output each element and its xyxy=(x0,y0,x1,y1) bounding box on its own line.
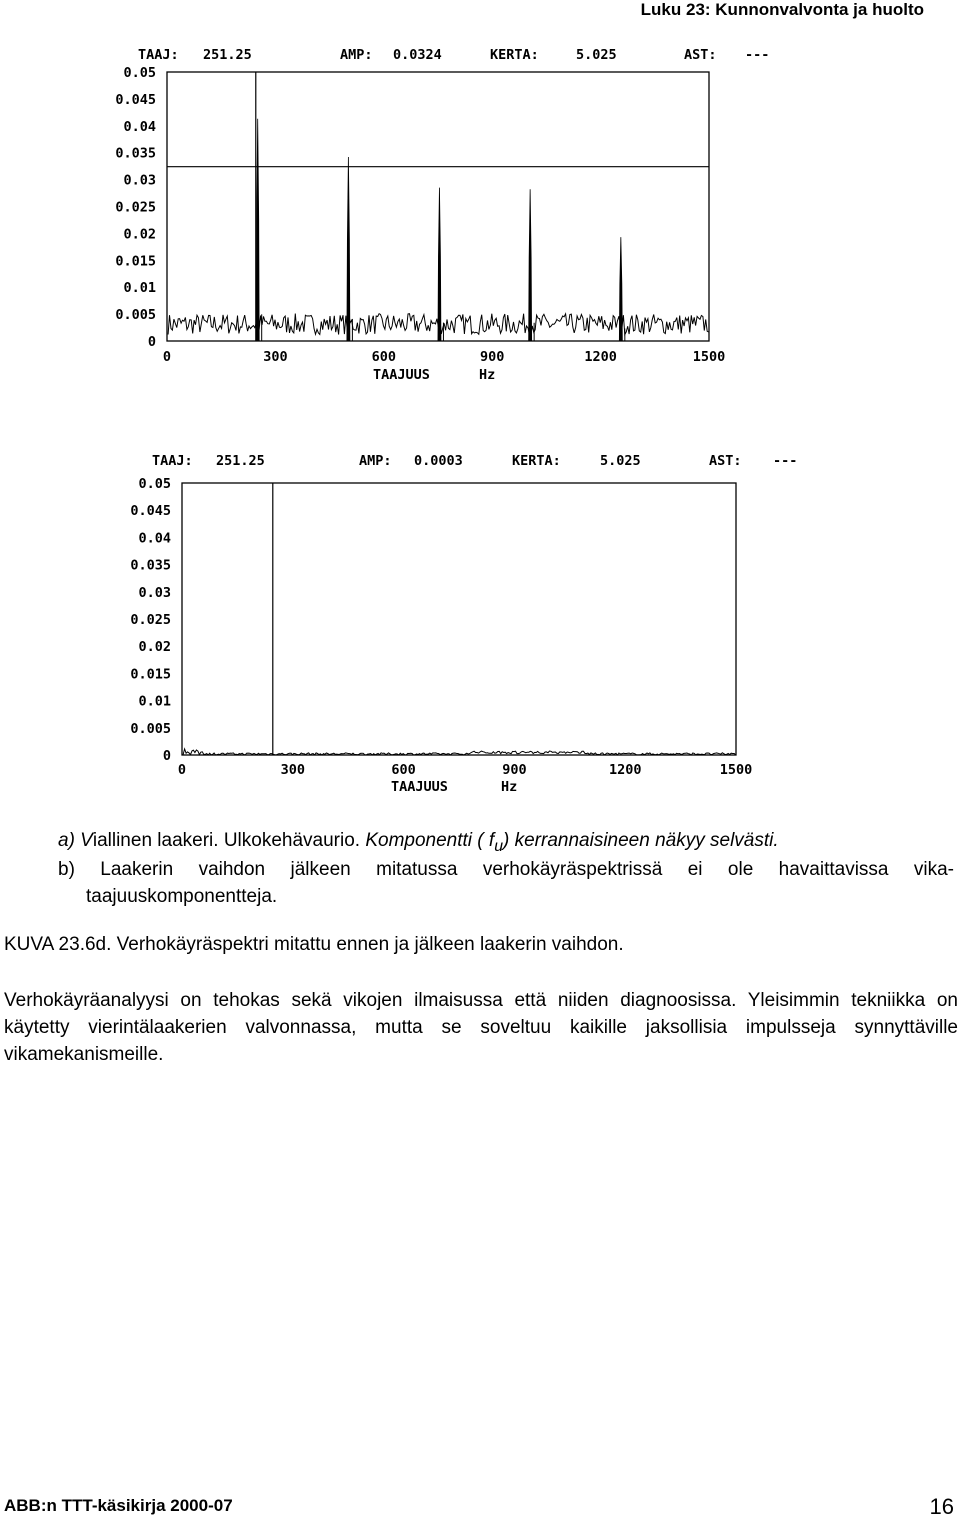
spectrum-chart-after-svg xyxy=(0,446,960,802)
info-amp-value: 0.0003 xyxy=(414,453,463,469)
info-amp-label: AMP: xyxy=(340,47,373,63)
caption-b-cont: taajuuskomponentteja. xyxy=(86,886,278,907)
info-kerta-label: KERTA: xyxy=(490,47,539,63)
x-tick-label: 300 xyxy=(263,349,288,365)
x-axis-unit: Hz xyxy=(479,367,496,383)
y-tick-label: 0.02 xyxy=(123,226,156,243)
y-tick-label: 0 xyxy=(162,748,171,764)
page-header-title: Luku 23: Kunnonvalvonta ja huolto xyxy=(640,0,924,19)
x-axis-label: TAAJUUS xyxy=(373,367,430,383)
info-ast-value: --- xyxy=(773,453,798,469)
y-tick-label: 0.02 xyxy=(138,639,171,656)
x-tick-label: 0 xyxy=(177,762,187,778)
y-tick-label: 0.035 xyxy=(130,557,171,574)
x-tick-label: 0 xyxy=(162,349,172,365)
info-amp-value: 0.0324 xyxy=(393,47,442,63)
caption-a-text: iallinen laakeri. Ulkokehävaurio. xyxy=(92,830,361,851)
caption-a xyxy=(58,827,779,860)
y-tick-label: 0.05 xyxy=(123,65,156,81)
caption-a-italic2: ) kerrannaisineen näkyy selvästi. xyxy=(503,830,779,851)
info-kerta-label: KERTA: xyxy=(512,453,561,469)
y-tick-label: 0 xyxy=(147,334,156,350)
caption-a-subscript: u xyxy=(494,837,503,855)
y-tick-label: 0.015 xyxy=(130,666,171,683)
info-ast-label: AST: xyxy=(709,453,742,469)
info-taaj-label: TAAJ: xyxy=(152,453,193,469)
info-ast-value: --- xyxy=(745,47,770,63)
y-tick-label: 0.005 xyxy=(130,720,171,737)
y-tick-label: 0.005 xyxy=(115,307,156,324)
spectrum-peak xyxy=(619,237,622,341)
caption-a-prefix: a) V xyxy=(58,830,93,851)
y-tick-label: 0.025 xyxy=(115,199,156,216)
info-ast-label: AST: xyxy=(684,47,717,63)
caption-b: b) Laakerin vaihdon jälkeen mitatussa verhokäyräspektrissä ei ole havaittavissa vika- xyxy=(58,859,954,880)
x-axis-unit: Hz xyxy=(501,779,518,795)
info-taaj-label: TAAJ: xyxy=(138,47,179,63)
spectrum-peak xyxy=(529,189,532,341)
info-taaj-value: 251.25 xyxy=(216,453,265,469)
body-paragraph: Verhokäyräanalyysi on tehokas sekä vikojen ilmaisussa että niiden diagnoosissa. Yleisimmin tekniikka on käytetty vierintälaakerien valvonnassa, mutta se soveltuu kaikille jaksollisia impulsseja synnyttäville vikamekanismeille. xyxy=(4,990,958,1065)
y-tick-label: 0.05 xyxy=(138,476,171,492)
plot-frame xyxy=(182,483,736,755)
info-kerta-value: 5.025 xyxy=(600,453,641,469)
figure-caption: KUVA 23.6d. Verhokäyräspektri mitattu ennen ja jälkeen laakerin vaihdon. xyxy=(4,934,624,955)
spectrum-chart-before-svg xyxy=(0,40,960,390)
spectrum-noise-trace xyxy=(183,749,736,755)
spectrum-peak xyxy=(347,157,350,341)
info-taaj-value: 251.25 xyxy=(203,47,252,63)
y-tick-label: 0.025 xyxy=(130,612,171,628)
x-tick-label: 600 xyxy=(391,762,416,778)
spectrum-chart-after xyxy=(0,446,960,802)
y-tick-label: 0.03 xyxy=(138,584,171,601)
y-tick-label: 0.01 xyxy=(138,693,171,710)
x-tick-label: 1200 xyxy=(584,349,617,365)
y-tick-label: 0.01 xyxy=(123,280,156,297)
x-tick-label: 1500 xyxy=(692,349,726,365)
page-number: 16 xyxy=(929,1494,954,1519)
footer-source: ABB:n TTT-käsikirja 2000-07 xyxy=(4,1496,233,1515)
info-kerta-value: 5.025 xyxy=(576,47,617,63)
spectrum-peak xyxy=(256,119,259,341)
caption-a-italic: Komponentti ( f xyxy=(365,830,495,851)
y-tick-label: 0.035 xyxy=(115,145,156,162)
y-tick-label: 0.045 xyxy=(130,503,171,520)
x-tick-label: 900 xyxy=(480,349,505,365)
y-tick-label: 0.03 xyxy=(123,172,156,189)
x-tick-label: 1200 xyxy=(608,762,642,778)
info-amp-label: AMP: xyxy=(359,453,392,469)
x-axis-label: TAAJUUS xyxy=(391,779,448,795)
x-tick-label: 300 xyxy=(280,762,305,778)
x-tick-label: 900 xyxy=(502,762,527,778)
x-tick-label: 600 xyxy=(371,349,396,365)
y-tick-label: 0.045 xyxy=(115,91,156,108)
y-tick-label: 0.04 xyxy=(138,530,171,547)
y-tick-label: 0.04 xyxy=(123,118,156,135)
spectrum-peak xyxy=(438,188,441,341)
x-tick-label: 1500 xyxy=(719,762,753,778)
y-tick-label: 0.015 xyxy=(115,253,156,270)
spectrum-chart-before xyxy=(0,40,960,390)
